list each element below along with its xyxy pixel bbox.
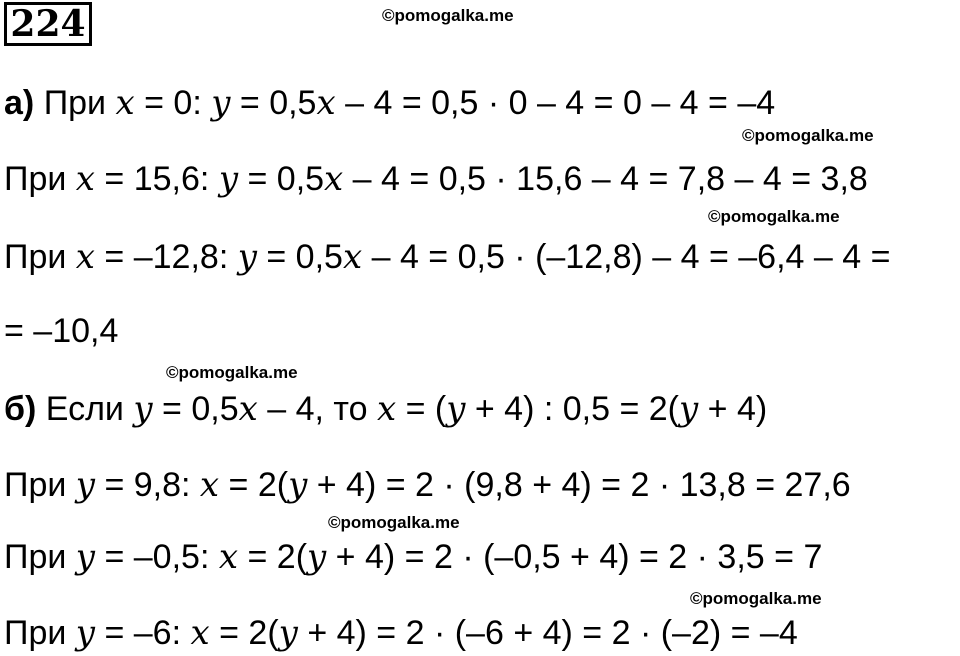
watermark: ©pomogalka.me (328, 513, 460, 532)
part-a-label: а) (4, 84, 35, 122)
solution-line-a3: При x = –12,8: y = 0,5x – 4 = 0,5 · (–12,8) – 4 = –6,4 – 4 = (4, 237, 891, 277)
solution-line-b2: При y = 9,8: x = 2(y + 4) = 2 · (9,8 + 4) = 2 · 13,8 = 27,6 (4, 465, 851, 505)
watermark: ©pomogalka.me (690, 589, 822, 608)
solution-line-a4: = –10,4 (4, 312, 119, 350)
watermark: ©pomogalka.me (382, 6, 514, 25)
solution-line-a1: а) При x = 0: y = 0,5x – 4 = 0,5 · 0 – 4 = 0 – 4 = –4 (4, 83, 776, 123)
problem-number: 224 (4, 2, 92, 46)
solution-line-b3: При y = –0,5: x = 2(y + 4) = 2 · (–0,5 + 4) = 2 · 3,5 = 7 (4, 537, 823, 577)
solution-line-b4: При y = –6: x = 2(y + 4) = 2 · (–6 + 4) = 2 · (–2) = –4 (4, 613, 798, 653)
watermark: ©pomogalka.me (742, 126, 874, 145)
solution-line-b1: б) Если y = 0,5x – 4, то x = (y + 4) : 0,5 = 2(y + 4) (4, 389, 768, 429)
solution-line-a2: При x = 15,6: y = 0,5x – 4 = 0,5 · 15,6 – 4 = 7,8 – 4 = 3,8 (4, 159, 868, 199)
part-b-label: б) (4, 390, 37, 428)
watermark: ©pomogalka.me (166, 363, 298, 382)
watermark: ©pomogalka.me (708, 207, 840, 226)
